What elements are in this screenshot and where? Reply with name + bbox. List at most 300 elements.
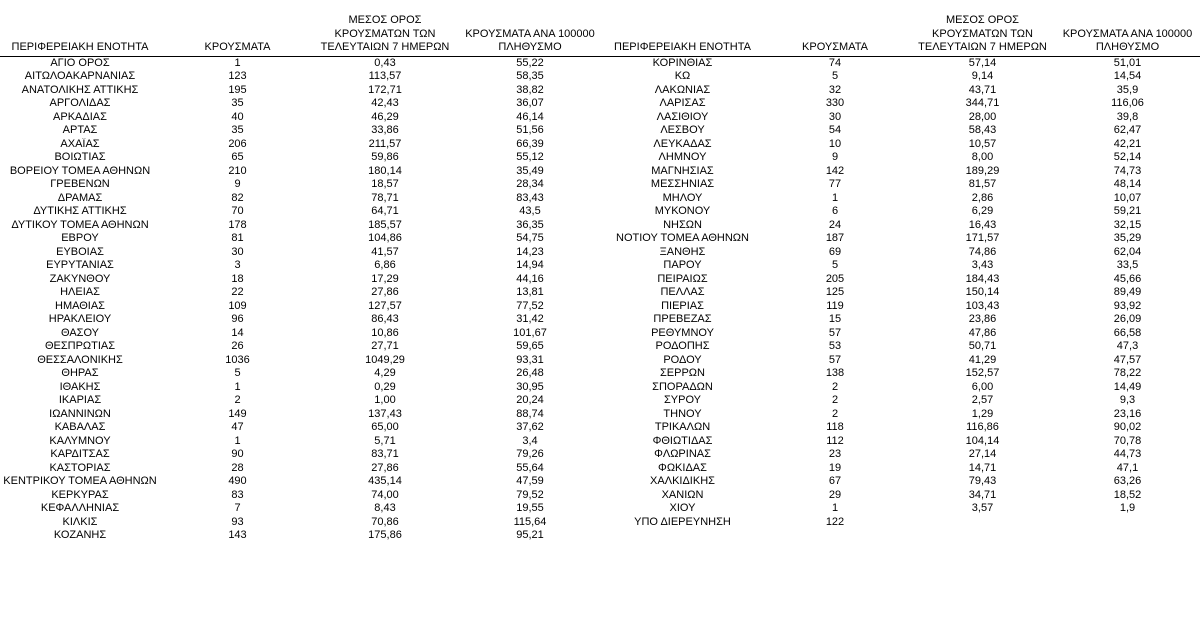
avg-cell: 10,57 bbox=[968, 137, 997, 150]
per100k-cell: 35,9 bbox=[1116, 83, 1139, 96]
region-cell: ΚΑΒΑΛΑΣ bbox=[54, 421, 106, 433]
region-cell: ΥΠΟ ΔΙΕΡΕΥΝΗΣΗ bbox=[634, 515, 731, 528]
per100k-cell: 47,57 bbox=[1113, 353, 1142, 366]
table-row bbox=[605, 313, 1200, 327]
table-row bbox=[605, 124, 1200, 138]
cases-cell: 57 bbox=[828, 353, 842, 366]
per100k-cell: 66,58 bbox=[1113, 326, 1142, 339]
table-row bbox=[0, 394, 605, 408]
avg-column-header: ΜΕΣΟΣ ΟΡΟΣ ΚΡΟΥΣΜΑΤΩΝ ΤΩΝ ΤΕΛΕΥΤΑΙΩΝ 7 ΗΜΕΡΩΝ bbox=[910, 4, 1055, 56]
cases-cell: 1 bbox=[831, 191, 839, 204]
per100k-cell: 14,49 bbox=[1113, 380, 1142, 393]
avg-cell: 27,14 bbox=[968, 448, 997, 460]
region-column-header: ΠΕΡΙΦΕΡΕΙΑΚΗ ΕΝΟΤΗΤΑ bbox=[605, 4, 760, 56]
per100k-cell: 39,8 bbox=[1116, 110, 1139, 123]
per100k-cell: 19,55 bbox=[516, 502, 544, 514]
avg-cell: 116,86 bbox=[966, 421, 999, 433]
cases-cell: 57 bbox=[828, 326, 842, 339]
per100k-cell: 37,62 bbox=[516, 421, 544, 433]
cases-cell: 35 bbox=[231, 97, 244, 109]
table-row bbox=[0, 286, 605, 300]
per100k-cell: 14,23 bbox=[516, 245, 544, 258]
region-cell: ΦΘΙΩΤΙΔΑΣ bbox=[652, 434, 713, 447]
region-cell: ΜΕΣΣΗΝΙΑΣ bbox=[650, 178, 715, 190]
cases-cell: 10 bbox=[828, 137, 842, 150]
avg-cell: 150,14 bbox=[965, 286, 1000, 298]
cases-cell: 9 bbox=[234, 178, 241, 190]
cases-column-header: ΚΡΟΥΣΜΑΤΑ bbox=[160, 4, 315, 56]
cases-cell: 210 bbox=[228, 164, 247, 177]
region-cell: ΝΗΣΩΝ bbox=[663, 218, 702, 231]
table-row bbox=[605, 300, 1200, 314]
avg-cell: 78,71 bbox=[371, 191, 399, 204]
avg-cell: 41,29 bbox=[968, 353, 997, 366]
table-row bbox=[0, 273, 605, 287]
region-cell: ΑΧΑΪΑΣ bbox=[60, 137, 100, 150]
avg-cell: 34,71 bbox=[968, 488, 997, 501]
cases-cell: 83 bbox=[231, 488, 244, 501]
region-cell: ΛΕΣΒΟΥ bbox=[660, 124, 705, 136]
avg-cell: 3,57 bbox=[971, 502, 994, 514]
region-cell: ΘΑΣΟΥ bbox=[60, 326, 100, 339]
avg-cell: 83,71 bbox=[371, 448, 399, 460]
avg-cell: 5,71 bbox=[374, 434, 396, 447]
region-cell: ΧΑΝΙΩΝ bbox=[661, 488, 704, 501]
table-row bbox=[605, 327, 1200, 341]
table-row bbox=[0, 381, 605, 395]
per100k-cell: 79,52 bbox=[516, 488, 544, 501]
table-row bbox=[605, 259, 1200, 273]
cases-cell: 2 bbox=[831, 380, 839, 393]
avg-cell: 8,43 bbox=[374, 502, 396, 514]
region-cell: ΠΙΕΡΙΑΣ bbox=[661, 299, 704, 312]
avg-cell: 16,43 bbox=[968, 218, 997, 231]
region-cell: ΤΗΝΟΥ bbox=[663, 407, 702, 420]
per100k-cell: 63,26 bbox=[1113, 475, 1142, 487]
cases-cell: 9 bbox=[831, 151, 839, 163]
table-row bbox=[605, 462, 1200, 476]
avg-cell: 50,71 bbox=[968, 340, 997, 352]
table-row bbox=[0, 56, 605, 70]
region-cell: ΑΡΚΑΔΙΑΣ bbox=[53, 110, 107, 123]
per100k-cell: 101,67 bbox=[513, 326, 547, 339]
cases-cell: 187 bbox=[825, 232, 845, 244]
avg-cell: 33,86 bbox=[371, 124, 399, 136]
cases-cell: 123 bbox=[228, 70, 247, 82]
right-table-header bbox=[605, 4, 1200, 56]
cases-cell: 81 bbox=[231, 232, 244, 244]
avg-cell: 185,57 bbox=[368, 218, 402, 231]
table-row bbox=[605, 475, 1200, 489]
avg-cell: 184,43 bbox=[965, 272, 1000, 285]
cases-cell: 3 bbox=[234, 259, 241, 271]
table-row bbox=[0, 70, 605, 84]
table-row bbox=[605, 286, 1200, 300]
avg-cell: 79,43 bbox=[968, 475, 997, 487]
region-cell: ΞΑΝΘΗΣ bbox=[659, 245, 706, 258]
left-table-block bbox=[0, 4, 605, 543]
per100k-cell: 31,42 bbox=[516, 313, 544, 325]
table-row bbox=[0, 97, 605, 111]
per100k-cell: 90,02 bbox=[1113, 421, 1142, 433]
region-cell: ΗΡΑΚΛΕΙΟΥ bbox=[48, 313, 112, 325]
left-cases-table bbox=[0, 4, 605, 543]
table-row bbox=[0, 489, 605, 503]
cases-cell: 118 bbox=[826, 421, 844, 433]
cases-cell: 26 bbox=[231, 340, 244, 352]
per100k-cell: 45,66 bbox=[1113, 272, 1142, 285]
cases-cell: 15 bbox=[828, 313, 842, 325]
table-row bbox=[0, 408, 605, 422]
left-table-body bbox=[0, 56, 605, 543]
right-table-block bbox=[605, 4, 1200, 529]
avg-cell: 2,86 bbox=[971, 191, 994, 204]
table-row bbox=[0, 124, 605, 138]
table-row bbox=[0, 462, 605, 476]
avg-cell: 64,71 bbox=[371, 205, 399, 217]
cases-cell: 30 bbox=[828, 110, 842, 123]
cases-cell: 65 bbox=[231, 151, 244, 163]
avg-cell: 57,14 bbox=[968, 56, 997, 69]
table-row bbox=[0, 313, 605, 327]
per100k-cell: 47,59 bbox=[516, 475, 544, 487]
cases-cell: 82 bbox=[231, 191, 244, 204]
avg-cell: 344,71 bbox=[965, 97, 1000, 109]
region-cell: ΧΑΛΚΙΔΙΚΗΣ bbox=[650, 475, 715, 487]
table-row bbox=[0, 502, 605, 516]
region-cell: ΡΟΔΟΥ bbox=[663, 353, 702, 366]
region-cell: ΑΡΓΟΛΙΔΑΣ bbox=[49, 97, 111, 109]
cases-cell: 14 bbox=[231, 326, 244, 339]
cases-cell: 2 bbox=[234, 394, 241, 406]
cases-cell: 2 bbox=[831, 407, 839, 420]
table-row bbox=[0, 84, 605, 98]
table-row bbox=[605, 435, 1200, 449]
per100k-cell: 35,29 bbox=[1113, 232, 1142, 244]
table-row bbox=[605, 205, 1200, 219]
avg-cell: 10,86 bbox=[371, 326, 399, 339]
region-cell: ΠΕΛΛΑΣ bbox=[660, 286, 705, 298]
table-row bbox=[0, 232, 605, 246]
per100k-cell: 115,64 bbox=[513, 515, 547, 528]
avg-cell: 104,14 bbox=[965, 434, 1000, 447]
cases-cell: 70 bbox=[231, 205, 244, 217]
per100k-cell bbox=[1055, 516, 1200, 530]
region-cell: ΙΩΑΝΝΙΝΩΝ bbox=[49, 407, 111, 420]
cases-cell: 149 bbox=[228, 407, 247, 420]
avg-cell: 70,86 bbox=[371, 515, 399, 528]
avg-cell: 58,43 bbox=[968, 124, 997, 136]
region-cell: ΔΡΑΜΑΣ bbox=[57, 191, 103, 204]
per100k-cell: 44,73 bbox=[1113, 448, 1142, 460]
region-cell: ΘΕΣΠΡΩΤΙΑΣ bbox=[44, 340, 116, 352]
table-row bbox=[0, 246, 605, 260]
region-cell: ΑΙΤΩΛΟΑΚΑΡΝΑΝΙΑΣ bbox=[24, 70, 136, 82]
region-cell: ΡΟΔΟΠΗΣ bbox=[655, 340, 710, 352]
table-row bbox=[0, 421, 605, 435]
per100k-cell: 95,21 bbox=[516, 529, 544, 541]
cases-cell: 96 bbox=[231, 313, 244, 325]
avg-cell: 0,29 bbox=[374, 380, 396, 393]
region-cell: ΜΗΛΟΥ bbox=[662, 191, 703, 204]
cases-cell: 30 bbox=[231, 245, 244, 258]
per100k-cell: 52,14 bbox=[1113, 151, 1142, 163]
cases-cell: 109 bbox=[228, 299, 247, 312]
avg-cell: 172,71 bbox=[368, 83, 402, 96]
per100k-cell: 1,9 bbox=[1119, 502, 1136, 514]
table-row bbox=[0, 435, 605, 449]
per100k-cell: 58,35 bbox=[516, 70, 544, 82]
per100k-cell: 74,73 bbox=[1113, 164, 1142, 177]
cases-cell: 178 bbox=[228, 218, 247, 231]
table-row bbox=[605, 70, 1200, 84]
per100k-cell: 83,43 bbox=[516, 191, 544, 204]
region-cell: ΒΟΙΩΤΙΑΣ bbox=[54, 151, 106, 163]
table-row bbox=[605, 84, 1200, 98]
region-cell: ΦΩΚΙΔΑΣ bbox=[658, 461, 707, 474]
cases-cell: 5 bbox=[831, 259, 839, 271]
avg-cell: 175,86 bbox=[368, 529, 402, 541]
table-row bbox=[605, 246, 1200, 260]
avg-cell: 113,57 bbox=[368, 70, 402, 82]
region-cell: ΚΩ bbox=[674, 70, 691, 82]
per100k-cell: 55,12 bbox=[516, 151, 544, 163]
cases-cell: 206 bbox=[228, 137, 247, 150]
per100k-cell: 43,5 bbox=[519, 205, 541, 217]
per100k-cell: 33,5 bbox=[1116, 259, 1139, 271]
region-cell: ΡΕΘΥΜΝΟΥ bbox=[651, 326, 714, 339]
per100k-cell: 116,06 bbox=[1111, 97, 1144, 109]
per100k-cell: 42,21 bbox=[1113, 137, 1142, 150]
per100k-cell: 26,48 bbox=[516, 367, 544, 379]
cases-cell: 112 bbox=[826, 434, 844, 447]
cases-cell: 19 bbox=[828, 461, 842, 474]
cases-cell: 28 bbox=[231, 461, 244, 474]
cases-cell: 143 bbox=[228, 529, 247, 541]
region-cell: ΛΑΡΙΣΑΣ bbox=[659, 97, 706, 109]
cases-cell: 67 bbox=[828, 475, 842, 487]
avg-cell: 1,29 bbox=[971, 407, 994, 420]
avg-cell: 211,57 bbox=[368, 137, 402, 150]
avg-cell: 81,57 bbox=[968, 178, 997, 190]
cases-cell: 93 bbox=[231, 515, 244, 528]
region-cell: ΘΗΡΑΣ bbox=[61, 367, 99, 379]
per100k-cell: 38,82 bbox=[516, 83, 544, 96]
cases-cell: 138 bbox=[825, 367, 845, 379]
per100k-cell: 30,95 bbox=[516, 380, 544, 393]
cases-cell: 1036 bbox=[225, 353, 250, 366]
table-row bbox=[605, 394, 1200, 408]
region-cell: ΦΛΩΡΙΝΑΣ bbox=[654, 448, 711, 460]
cases-cell: 330 bbox=[825, 97, 845, 109]
per100k-cell: 47,1 bbox=[1116, 461, 1139, 474]
table-row bbox=[0, 354, 605, 368]
cases-cell: 54 bbox=[828, 124, 842, 136]
region-cell: ΙΘΑΚΗΣ bbox=[59, 380, 101, 393]
per100k-cell: 20,24 bbox=[516, 394, 544, 406]
avg-cell: 2,57 bbox=[971, 394, 994, 406]
table-row bbox=[605, 219, 1200, 233]
per100k-cell: 77,52 bbox=[516, 299, 544, 312]
per100k-cell: 3,4 bbox=[522, 434, 538, 447]
table-row bbox=[605, 138, 1200, 152]
avg-cell: 0,43 bbox=[374, 56, 396, 69]
per100k-cell: 47,3 bbox=[1116, 340, 1139, 352]
region-cell: ΙΚΑΡΙΑΣ bbox=[58, 394, 102, 406]
table-row bbox=[0, 192, 605, 206]
table-row bbox=[605, 56, 1200, 70]
region-cell: ΚΑΛΥΜΝΟΥ bbox=[49, 434, 111, 447]
region-cell: ΚΟΖΑΝΗΣ bbox=[53, 529, 107, 541]
table-row bbox=[605, 192, 1200, 206]
avg-cell: 9,14 bbox=[971, 70, 994, 82]
table-row bbox=[605, 489, 1200, 503]
avg-cell: 1,00 bbox=[374, 394, 396, 406]
region-cell: ΚΟΡΙΝΘΙΑΣ bbox=[652, 56, 713, 69]
avg-cell: 1049,29 bbox=[365, 353, 405, 366]
avg-cell: 65,00 bbox=[371, 421, 399, 433]
per100k-cell: 70,78 bbox=[1113, 434, 1142, 447]
region-cell: ΚΙΛΚΙΣ bbox=[62, 515, 98, 528]
region-cell: ΑΓΙΟ ΟΡΟΣ bbox=[50, 56, 110, 69]
per100k-cell: 51,56 bbox=[516, 124, 544, 136]
avg-cell: 23,86 bbox=[968, 313, 997, 325]
per100k-cell: 10,07 bbox=[1113, 191, 1142, 204]
cases-cell: 2 bbox=[831, 394, 839, 406]
region-cell: ΜΑΓΝΗΣΙΑΣ bbox=[651, 164, 714, 177]
region-cell: ΣΥΡΟΥ bbox=[663, 394, 701, 406]
cases-cell: 119 bbox=[826, 299, 844, 312]
cases-cell: 1 bbox=[234, 434, 241, 447]
table-row bbox=[0, 205, 605, 219]
per100k-column-header: ΚΡΟΥΣΜΑΤΑ ΑΝΑ 100000 ΠΛΗΘΥΣΜΟ bbox=[1055, 4, 1200, 56]
per100k-cell: 18,52 bbox=[1113, 488, 1142, 501]
table-row bbox=[0, 138, 605, 152]
table-row bbox=[605, 367, 1200, 381]
per100k-cell: 55,22 bbox=[516, 56, 544, 69]
region-cell: ΔΥΤΙΚΗΣ ΑΤΤΙΚΗΣ bbox=[33, 205, 127, 217]
region-cell: ΕΒΡΟΥ bbox=[61, 232, 99, 244]
table-row bbox=[605, 151, 1200, 165]
per100k-column-header: ΚΡΟΥΣΜΑΤΑ ΑΝΑ 100000 ΠΛΗΘΥΣΜΟ bbox=[455, 4, 605, 56]
cases-cell: 29 bbox=[828, 488, 842, 501]
per100k-cell: 26,09 bbox=[1113, 313, 1142, 325]
table-row bbox=[605, 381, 1200, 395]
avg-cell: 8,00 bbox=[971, 151, 994, 163]
cases-cell: 142 bbox=[825, 164, 845, 177]
cases-cell: 7 bbox=[234, 502, 241, 514]
avg-cell: 46,29 bbox=[371, 110, 399, 123]
cases-cell: 1 bbox=[234, 56, 241, 69]
region-cell: ΗΛΕΙΑΣ bbox=[60, 286, 100, 298]
per100k-cell: 54,75 bbox=[516, 232, 544, 244]
table-row bbox=[0, 327, 605, 341]
cases-cell: 22 bbox=[231, 286, 244, 298]
avg-cell: 103,43 bbox=[965, 299, 1000, 312]
cases-cell: 122 bbox=[825, 515, 845, 528]
table-row bbox=[0, 219, 605, 233]
region-cell: ΒΟΡΕΙΟΥ ΤΟΜΕΑ ΑΘΗΝΩΝ bbox=[9, 164, 151, 177]
left-table-header bbox=[0, 4, 605, 56]
avg-cell: 27,86 bbox=[371, 461, 399, 474]
region-cell: ΑΝΑΤΟΛΙΚΗΣ ΑΤΤΙΚΗΣ bbox=[21, 83, 139, 96]
avg-cell: 180,14 bbox=[368, 164, 402, 177]
cases-cell: 18 bbox=[231, 272, 244, 285]
avg-cell: 189,29 bbox=[965, 164, 1000, 177]
avg-cell: 59,86 bbox=[371, 151, 399, 163]
table-row bbox=[605, 178, 1200, 192]
table-row bbox=[0, 475, 605, 489]
avg-cell: 17,29 bbox=[371, 272, 399, 285]
cases-cell: 490 bbox=[228, 475, 247, 487]
table-row bbox=[0, 300, 605, 314]
cases-cell: 125 bbox=[825, 286, 845, 298]
per100k-cell: 93,31 bbox=[516, 353, 544, 366]
avg-cell: 435,14 bbox=[368, 475, 402, 487]
avg-cell bbox=[910, 516, 1055, 530]
avg-cell: 47,86 bbox=[968, 326, 997, 339]
per100k-cell: 48,14 bbox=[1113, 178, 1142, 190]
right-cases-table bbox=[605, 4, 1200, 529]
region-column-header: ΠΕΡΙΦΕΡΕΙΑΚΗ ΕΝΟΤΗΤΑ bbox=[0, 4, 160, 56]
table-row bbox=[605, 516, 1200, 530]
avg-cell: 74,00 bbox=[371, 488, 399, 501]
region-cell: ΠΕΙΡΑΙΩΣ bbox=[657, 272, 708, 285]
region-cell: ΕΥΒΟΙΑΣ bbox=[56, 245, 104, 258]
region-cell: ΠΡΕΒΕΖΑΣ bbox=[653, 313, 712, 325]
per100k-cell: 13,81 bbox=[516, 286, 544, 298]
cases-cell: 77 bbox=[828, 178, 842, 190]
per100k-cell: 55,64 bbox=[516, 461, 544, 474]
avg-cell: 74,86 bbox=[968, 245, 997, 258]
table-row bbox=[0, 367, 605, 381]
cases-cell: 1 bbox=[831, 502, 839, 514]
region-cell: ΔΥΤΙΚΟΥ ΤΟΜΕΑ ΑΘΗΝΩΝ bbox=[11, 218, 149, 231]
region-cell: ΤΡΙΚΑΛΩΝ bbox=[654, 421, 711, 433]
region-cell: ΣΠΟΡΑΔΩΝ bbox=[652, 380, 713, 393]
table-row bbox=[605, 97, 1200, 111]
avg-cell: 43,71 bbox=[968, 83, 997, 96]
avg-cell: 18,57 bbox=[371, 178, 399, 190]
per100k-cell: 66,39 bbox=[516, 137, 544, 150]
cases-cell: 5 bbox=[234, 367, 241, 379]
avg-cell: 41,57 bbox=[371, 245, 399, 258]
region-cell: ΚΑΣΤΟΡΙΑΣ bbox=[49, 461, 111, 474]
avg-cell: 152,57 bbox=[965, 367, 1000, 379]
cases-column-header: ΚΡΟΥΣΜΑΤΑ bbox=[760, 4, 910, 56]
per100k-cell: 36,35 bbox=[516, 218, 544, 231]
table-row bbox=[605, 111, 1200, 125]
per100k-cell: 51,01 bbox=[1113, 56, 1142, 69]
avg-column-header: ΜΕΣΟΣ ΟΡΟΣ ΚΡΟΥΣΜΑΤΩΝ ΤΩΝ ΤΕΛΕΥΤΑΙΩΝ 7 ΗΜΕΡΩΝ bbox=[315, 4, 455, 56]
cases-cell: 1 bbox=[234, 380, 241, 393]
region-cell: ΓΡΕΒΕΝΩΝ bbox=[50, 178, 110, 190]
per100k-cell: 14,94 bbox=[516, 259, 544, 271]
region-cell: ΚΕΡΚΥΡΑΣ bbox=[51, 488, 109, 501]
region-cell: ΗΜΑΘΙΑΣ bbox=[55, 299, 105, 312]
avg-cell: 171,57 bbox=[965, 232, 1000, 244]
region-cell: ΝΟΤΙΟΥ ΤΟΜΕΑ ΑΘΗΝΩΝ bbox=[616, 232, 749, 244]
per100k-cell: 89,49 bbox=[1113, 286, 1142, 298]
avg-cell: 6,86 bbox=[374, 259, 396, 271]
table-row bbox=[605, 354, 1200, 368]
avg-cell: 4,29 bbox=[374, 367, 396, 379]
per100k-cell: 32,15 bbox=[1113, 218, 1142, 231]
table-row bbox=[0, 151, 605, 165]
region-cell: ΛΗΜΝΟΥ bbox=[658, 151, 707, 163]
table-row bbox=[605, 340, 1200, 354]
region-cell: ΜΥΚΟΝΟΥ bbox=[654, 205, 711, 217]
